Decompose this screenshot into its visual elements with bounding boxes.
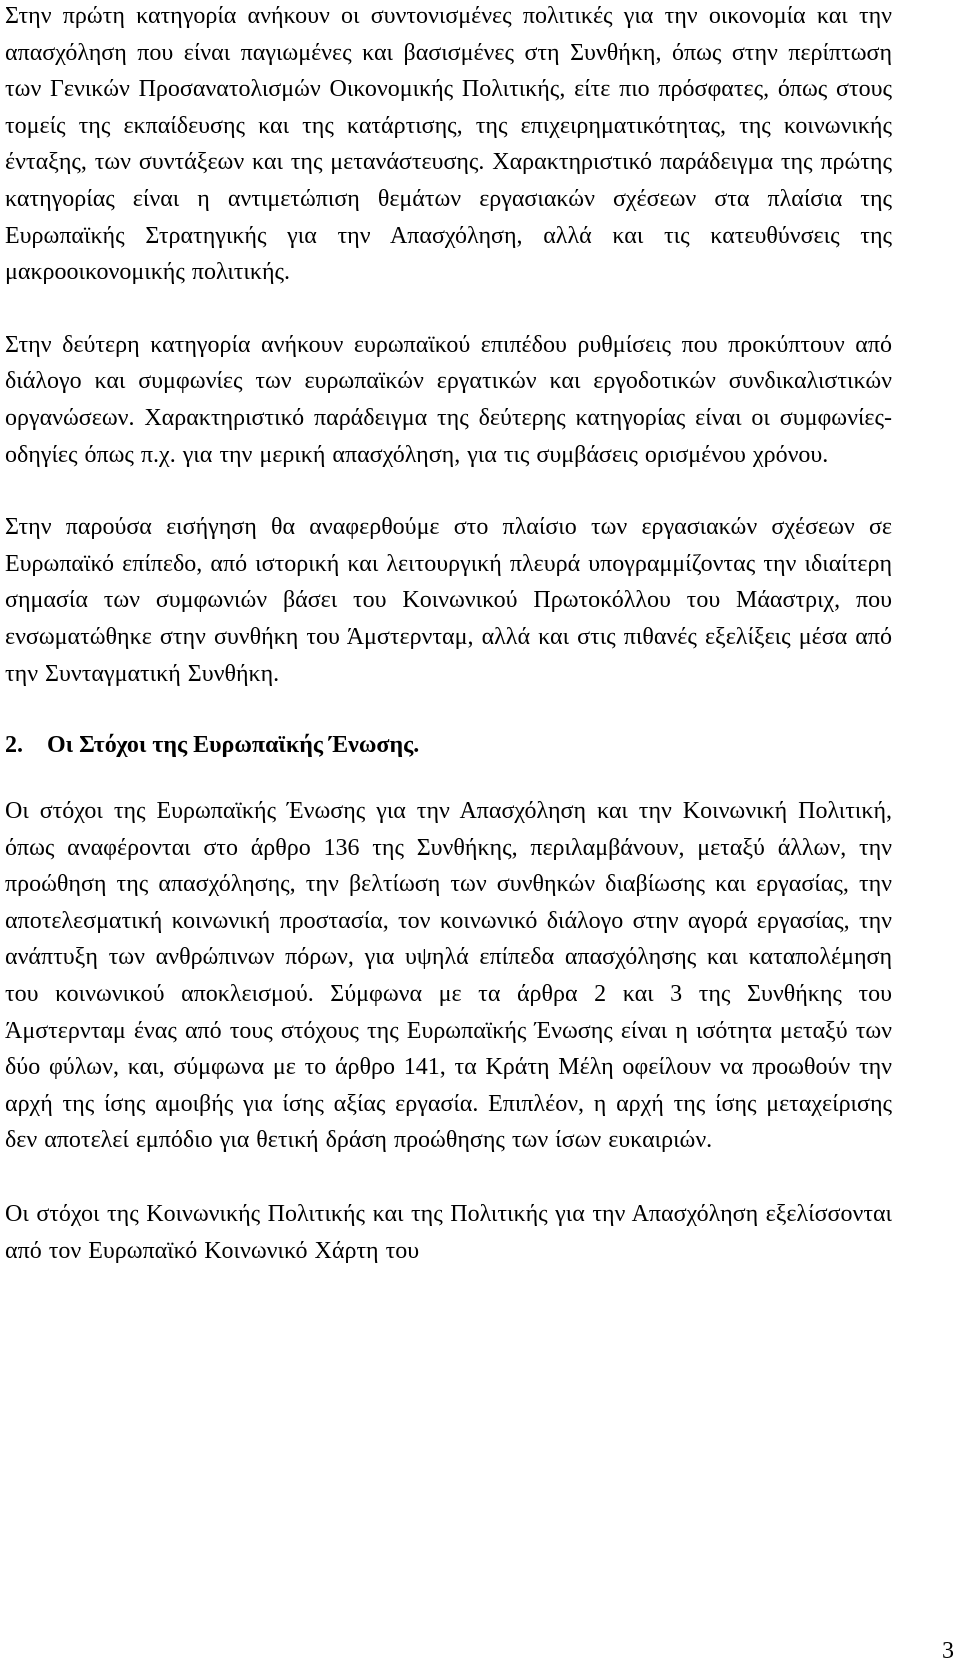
paragraph: Στην πρώτη κατηγορία ανήκουν οι συντονισμένες πολιτικές για την οικονομία και την απασχόληση που είναι παγιωμένες και βασισμένες στη Συνθήκη, όπως στην περίπτωση των Γενικών Προσανατολισμών Οικονομικής Πολιτικής, είτε πιο πρόσφατες, όπως στους τομείς της εκπαίδευσης και της κατάρτισης, της επιχειρηματικότητας, της κοινωνικής ένταξης, των συντάξεων και της μετανάστευσης. Χαρακτηριστικό παράδειγμα της πρώτης κατηγορίας είναι η αντιμετώπιση θεμάτων εργασιακών σχέσεων στα πλαίσια της Ευρωπαϊκής Στρατηγικής για την Απασχόληση, αλλά και τις κατευθύνσεις της μακροοικονομικής πολιτικής. (5, 3, 892, 286)
section-number: 2. (5, 732, 23, 759)
paragraph: Στην δεύτερη κατηγορία ανήκουν ευρωπαϊκού επιπέδου ρυθμίσεις που προκύπτουν από διάλογο και συμφωνίες των ευρωπαϊκών εργατικών και εργοδοτικών συνδικαλιστικών οργανώσεων. Χαρακτηριστικό παράδειγμα της δεύτερης κατηγορίας είναι οι συμφωνίες-οδηγίες όπως π.χ. για την μερική απασχόληση, για τις συμβάσεις ορισμένου χρόνου. (5, 331, 892, 468)
page-number: 3 (942, 1638, 954, 1664)
paragraph: Οι στόχοι της Κοινωνικής Πολιτικής και της Πολιτικής για την Απασχόληση εξελίσσονται από τον Ευρωπαϊκό Κοινωνικό Χάρτη του (5, 1201, 892, 1264)
paragraph: Στην παρούσα εισήγηση θα αναφερθούμε στο πλαίσιο των εργασιακών σχέσεων σε Ευρωπαϊκό επίπεδο, από ιστορική και λειτουργική πλευρά υπογραμμίζοντας την ιδιαίτερη σημασία των συμφωνιών βάσει του Κοινωνικού Πρωτοκόλλου του Μάαστριχ, που ενσωματώθηκε στην συνθήκη του Άμστερνταμ, αλλά και στις πιθανές εξελίξεις μέσα από την Συνταγματική Συνθήκη. (5, 514, 892, 687)
paragraph: Οι στόχοι της Ευρωπαϊκής Ένωσης για την Απασχόληση και την Κοινωνική Πολιτική, όπως αναφέρονται στο άρθρο 136 της Συνθήκης, περιλαμβάνουν, μεταξύ άλλων, την προώθηση της απασχόλησης, την βελτίωση των συνθηκών διαβίωσης και εργασίας, την αποτελεσματική κοινωνική προστασία, τον κοινωνικό διάλογο στην αγορά εργασίας, την ανάπτυξη των ανθρώπινων πόρων, για υψηλά επίπεδα απασχόλησης και καταπολέμηση του κοινωνικού αποκλεισμού. Σύμφωνα με τα άρθρα 2 και 3 της Συνθήκης του Άμστερνταμ ένας από τους στόχους της Ευρωπαϊκής Ένωσης είναι η ισότητα μεταξύ των δύο φύλων, και, σύμφωνα με το άρθρο 141, τα Κράτη Μέλη οφείλουν να προωθούν την αρχή της ίσης αμοιβής για ίσης αξίας εργασία. Επιπλέον, η αρχή της ίσης μεταχείρισης δεν αποτελεί εμπόδιο για θετική δράση προώθησης των ίσων ευκαιριών. (5, 798, 892, 1154)
section-title: Οι Στόχοι της Ευρωπαϊκής Ένωσης. (47, 732, 420, 759)
section-heading (5, 726, 892, 764)
document-body (5, 0, 892, 1269)
